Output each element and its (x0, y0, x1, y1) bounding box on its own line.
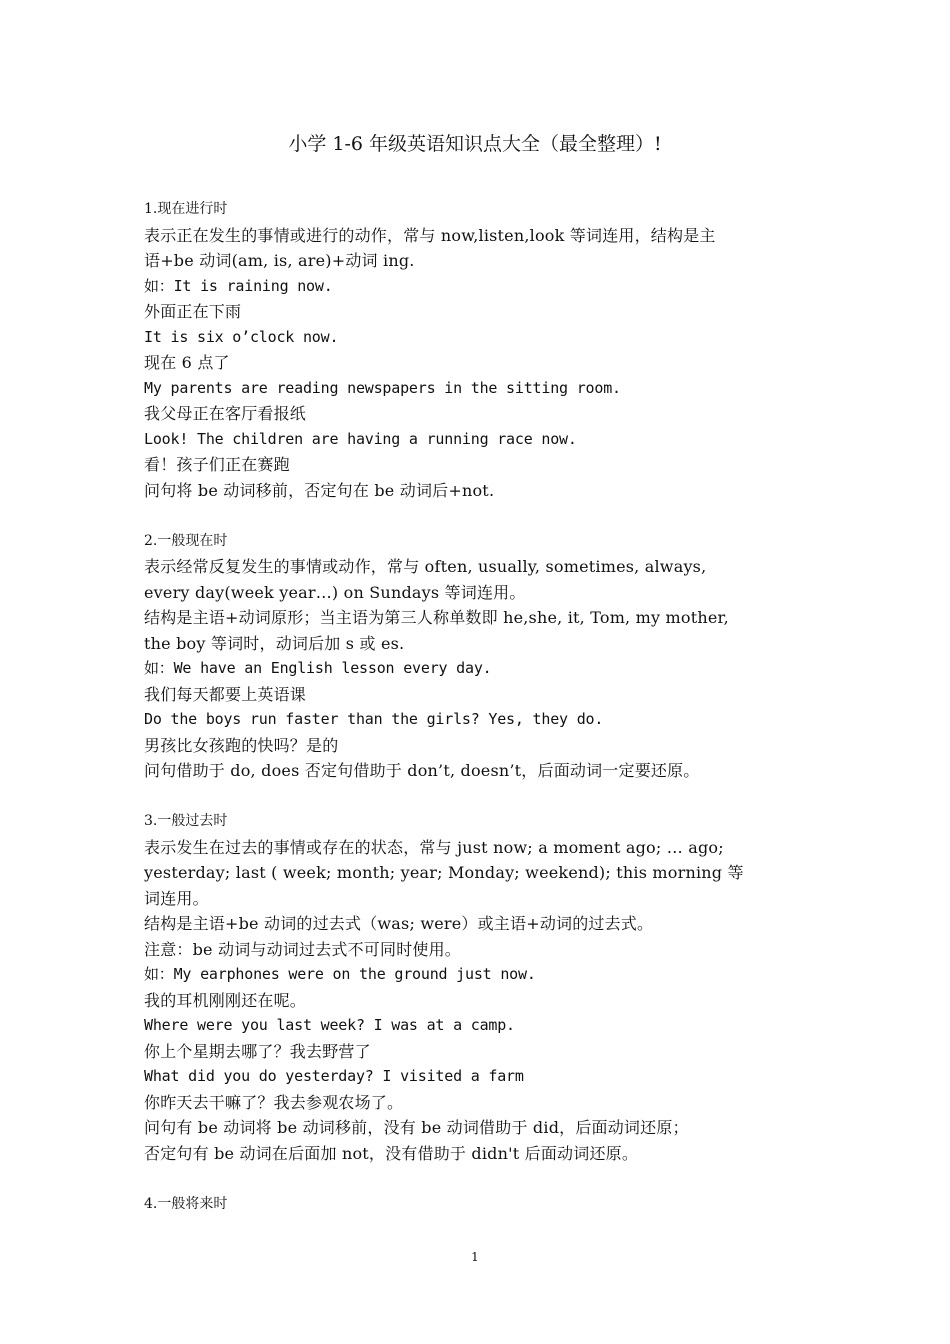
section-2 (144, 529, 812, 784)
explanation-line: 语+be 动词(am, is, are)+动词 ing. (144, 251, 415, 270)
example-sentence: 如：We have an English lesson every day. (144, 659, 492, 677)
explanation-line: 我父母正在客厅看报纸 (144, 404, 307, 423)
example-sentence: Look! The children are having a running race now. (144, 429, 577, 448)
explanation-line: 结构是主语+be 动词的过去式（was; were）或主语+动词的过去式。 (144, 914, 654, 933)
explanation-line: 否定句有 be 动词在后面加 not，没有借助于 didn't 后面动词还原。 (144, 1143, 639, 1163)
explanation-line: 外面正在下雨 (144, 302, 242, 321)
explanation-line: 结构是主语+动词原形；当主语为第三人称单数即 he,she, it, Tom, my mother, (144, 608, 729, 627)
explanation-line: the boy 等词时，动词后加 s 或 es. (144, 633, 405, 653)
section-4 (144, 1192, 812, 1218)
explanation-line: 表示经常反复发生的事情或动作，常与 often, usually, sometimes, always, (144, 557, 707, 576)
explanation-line: 你昨天去干嘛了？我去参观农场了。 (144, 1092, 404, 1112)
explanation-line: 看！孩子们正在赛跑 (144, 455, 290, 474)
explanation-line: 你上个星期去哪了？我去野营了 (144, 1041, 371, 1061)
section-heading: 2.一般现在时 (144, 532, 228, 549)
document-body (144, 197, 812, 1217)
section-3 (144, 809, 812, 1166)
explanation-line: 我们每天都要上英语课 (144, 684, 307, 704)
section-heading: 4.一般将来时 (144, 1195, 228, 1212)
explanation-line: 男孩比女孩跑的快吗？是的 (144, 735, 339, 755)
explanation-line: 表示发生在过去的事情或存在的状态，常与 just now; a moment ago; … ago; (144, 837, 724, 857)
explanation-line: 问句借助于 do, does 否定句借助于 don’t, doesn’t，后面动词一定要还原。 (144, 761, 700, 780)
explanation-line: 注意：be 动词与动词过去式不可同时使用。 (144, 939, 461, 959)
example-sentence: My parents are reading newspapers in the sitting room. (144, 378, 621, 397)
explanation-line: yesterday; last ( week; month; year; Monday; weekend); this morning 等 (144, 863, 744, 882)
section-heading: 3.一般过去时 (144, 813, 228, 829)
explanation-line: 问句将 be 动词移前，否定句在 be 动词后+not. (144, 480, 495, 500)
example-sentence: What did you do yesterday? I visited a farm (144, 1067, 524, 1085)
explanation-line: 问句有 be 动词将 be 动词移前，没有 be 动词借助于 did，后面动词还原； (144, 1118, 689, 1137)
explanation-line: 我的耳机刚刚还在呢。 (144, 990, 307, 1010)
section-heading: 1.现在进行时 (144, 201, 228, 217)
explanation-line: 表示正在发生的事情或进行的动作，常与 now,listen,look 等词连用，结构是主 (144, 225, 716, 245)
example-sentence: Where were you last week? I was at a camp. (144, 1016, 515, 1034)
document-title: 小学 1-6 年级英语知识点大全（最全整理）! (288, 133, 662, 155)
example-sentence: 如：It is raining now. (144, 276, 333, 295)
example-sentence: Do the boys run faster than the girls? Yes, they do. (144, 710, 604, 728)
page-number: 1 (471, 1250, 479, 1264)
example-sentence: It is six o’clock now. (144, 327, 339, 346)
example-sentence: 如：My earphones were on the ground just now. (144, 965, 536, 983)
explanation-line: 词连用。 (144, 888, 209, 908)
explanation-line: every day(week year…) on Sundays 等词连用。 (144, 582, 526, 602)
section-1 (144, 197, 812, 503)
explanation-line: 现在 6 点了 (144, 353, 230, 372)
